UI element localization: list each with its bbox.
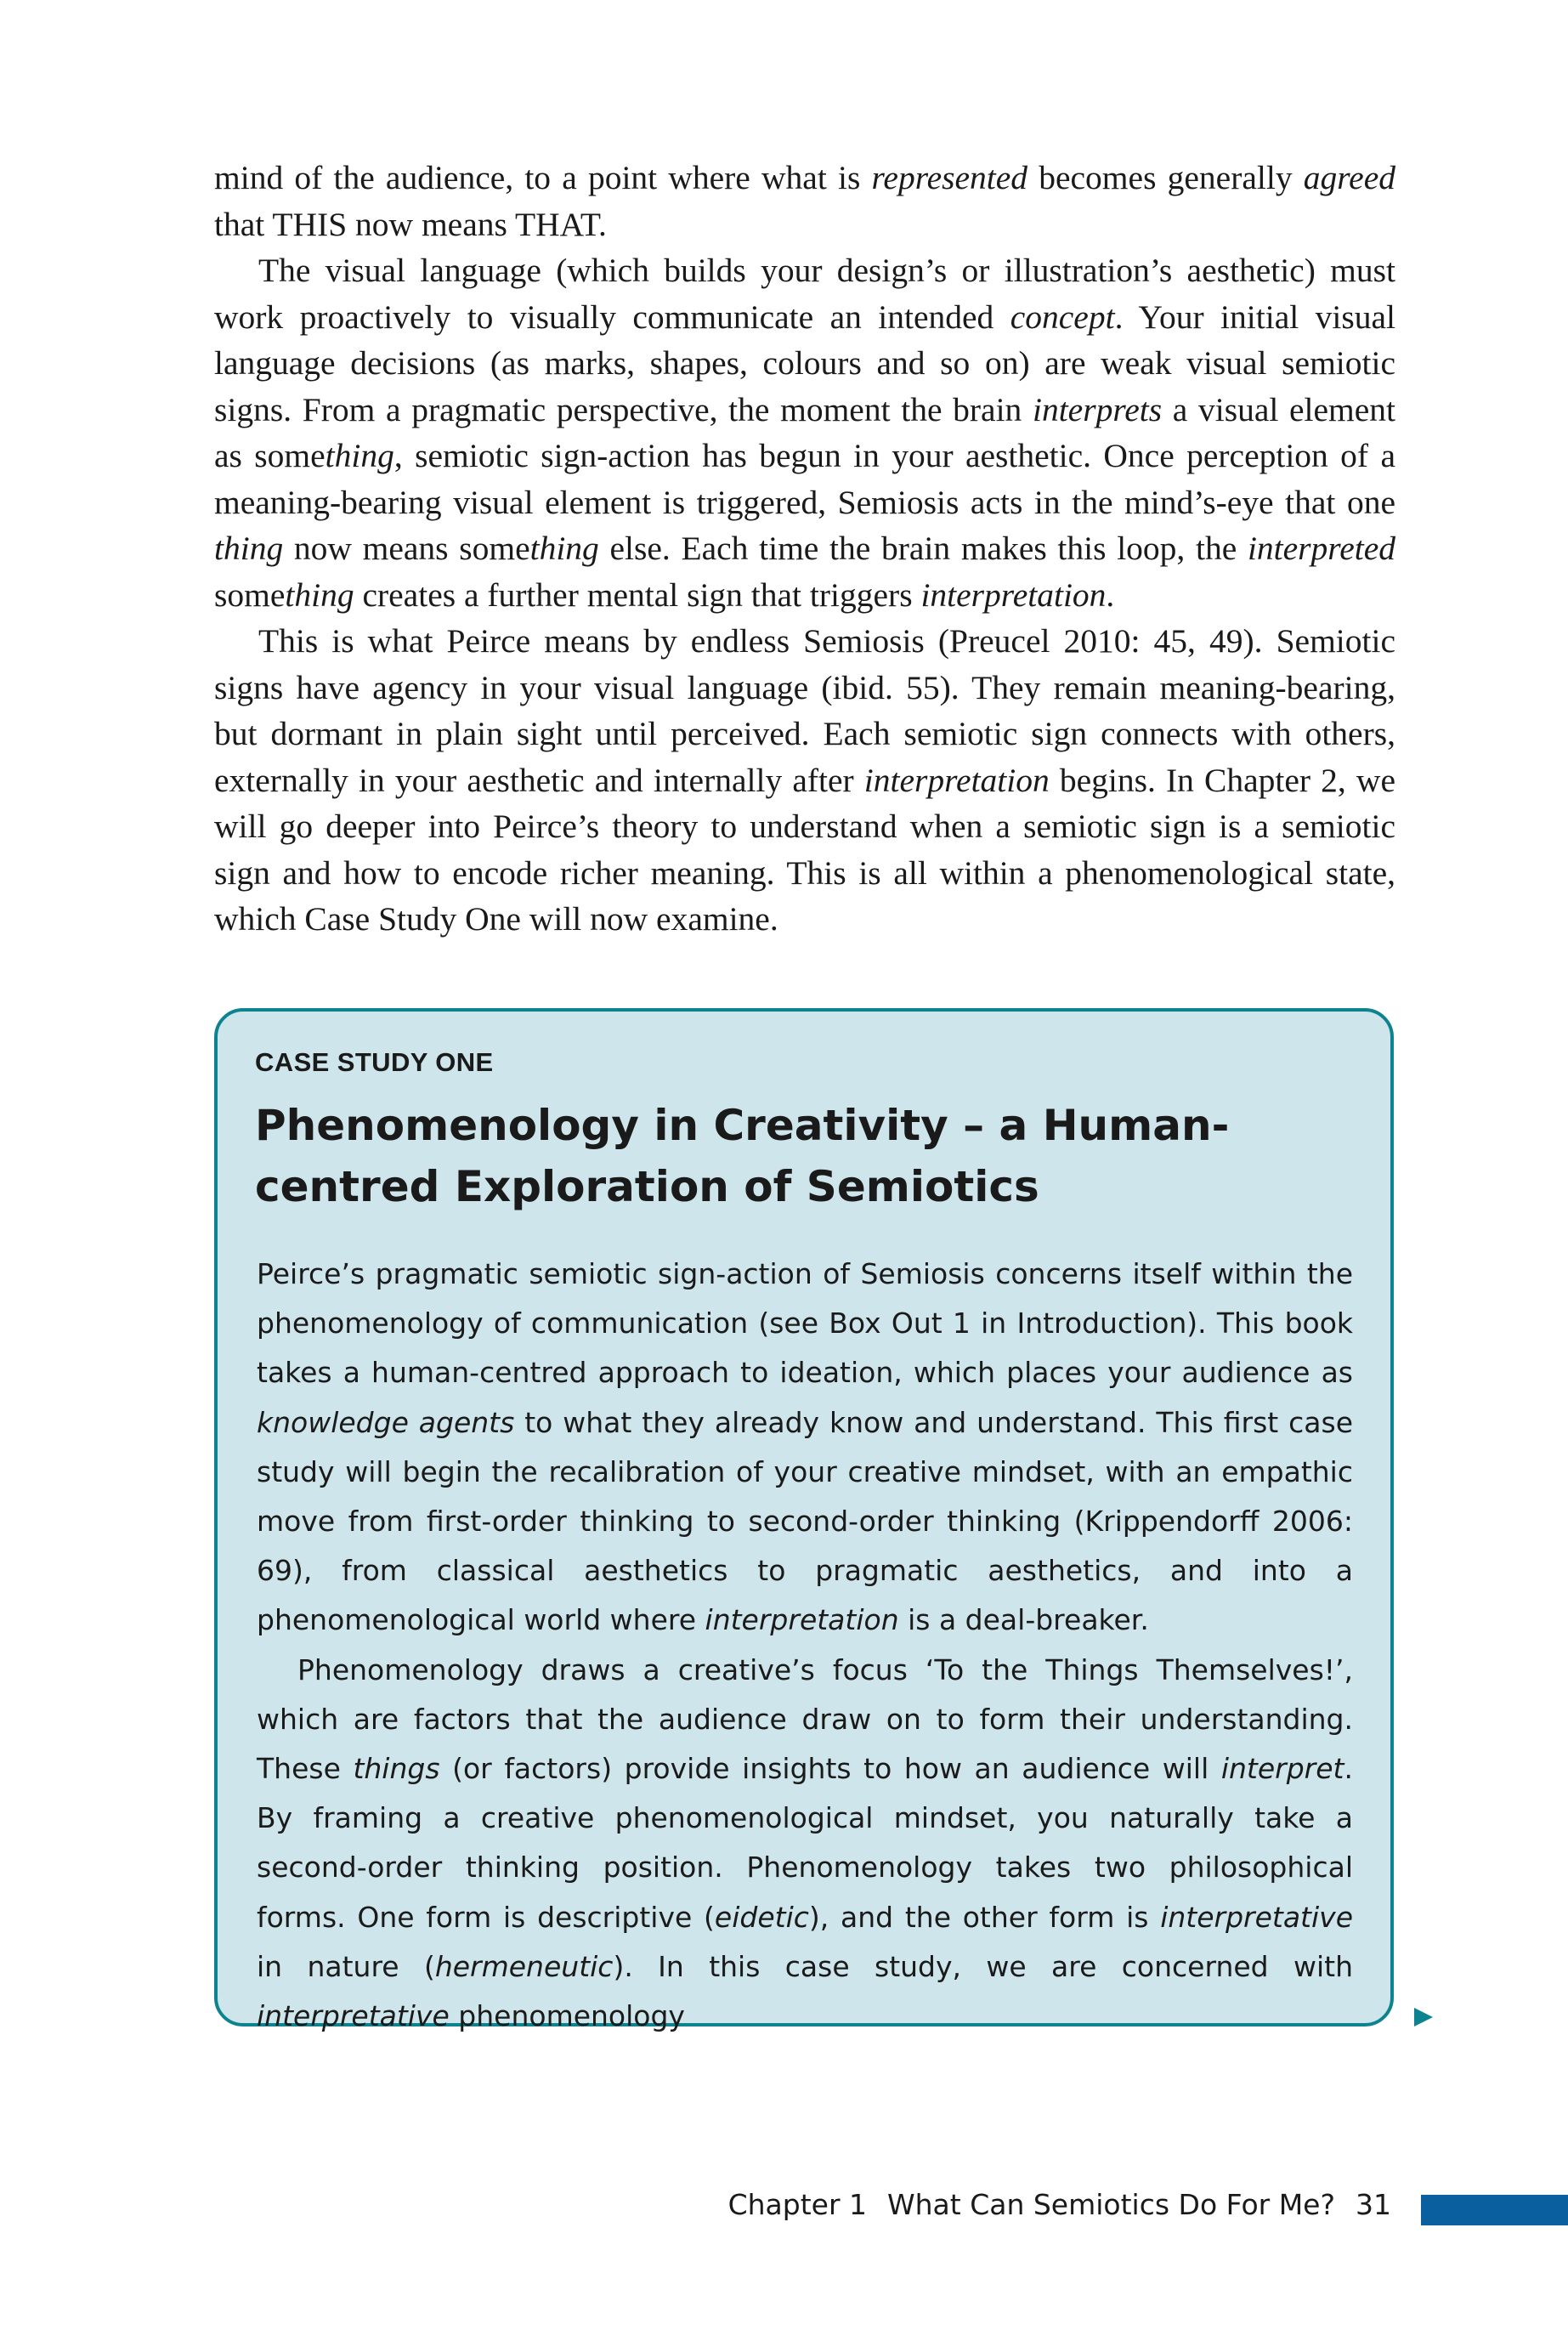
- emphasis: interprets: [1032, 390, 1163, 428]
- case-study-label: CASE STUDY ONE: [255, 1047, 494, 1077]
- case-study-title-line: Phenomenology in Creativity – a Human-: [255, 1101, 1230, 1150]
- emphasis: thing: [529, 530, 599, 567]
- emphasis: interpret: [1220, 1752, 1344, 1786]
- footer-color-bar: [1421, 2195, 1568, 2225]
- emphasis: things: [353, 1752, 440, 1786]
- triangle-right-icon: [1412, 2006, 1435, 2028]
- emphasis: interpretation: [863, 761, 1050, 799]
- emphasis: represented: [871, 159, 1028, 196]
- emphasis: interpretative: [1160, 1900, 1353, 1934]
- case-study-body: [257, 1250, 1353, 2041]
- emphasis: concept: [1010, 298, 1115, 336]
- case-study-paragraph: Peirce’s pragmatic semiotic sign-action of Semiosis concerns itself within the phenomenology of communication (see Box Out 1 in Introduction). This book takes a human-centred approach to ideation, which places your audience as knowledge agents to what they already know and understand. This first case study will begin the recalibration of your creative mindset, with an empathic move from first-order thinking to second-order thinking (Krippendorff 2006: 69), from classical aesthetics to pragmatic aesthetics, and into a phenomenological world where interpretation is a deal-breaker.: [257, 1257, 1353, 1637]
- case-study-title: [255, 1095, 1360, 1217]
- emphasis: interpreted: [1247, 530, 1395, 567]
- footer-chapter-title: What Can Semiotics Do For Me?: [887, 2188, 1335, 2221]
- body-paragraph: mind of the audience, to a point where what is represented becomes generally agreed that THIS now means THAT.: [214, 159, 1395, 243]
- emphasis: agreed: [1303, 159, 1395, 196]
- body-text: [214, 155, 1395, 943]
- emphasis: thing: [214, 530, 284, 567]
- emphasis: knowledge agents: [257, 1405, 515, 1439]
- body-paragraph: This is what Peirce means by endless Semiosis (Preucel 2010: 45, 49). Semiotic signs have agency in your visual language (ibid. 55). They remain meaning-bearing, but dormant in plain sight until perceived. Each semiotic sign connects with others, externally in your aesthetic and internally after interpretation begins. In Chapter 2, we will go deeper into Peirce’s theory to understand when a semiotic sign is a semiotic sign and how to encode richer meaning. This is all within a phenomenological state, which Case Study One will now examine.: [214, 622, 1395, 938]
- case-study-title-line: centred Exploration of Semiotics: [255, 1162, 1039, 1211]
- emphasis: interpretation: [920, 575, 1107, 614]
- emphasis: interpretation: [705, 1603, 899, 1637]
- emphasis: thing: [325, 437, 394, 474]
- emphasis: interpretative: [257, 1999, 450, 2033]
- body-paragraph: The visual language (which builds your design’s or illustration’s aesthetic) must work proactively to visually communicate an intended concept. Your initial visual language decisions (as marks, shapes, colours and so on) are weak visual semiotic signs. From a pragmatic perspective, the moment the brain interprets a visual element as something, semiotic sign-action has begun in your aesthetic. Once perception of a meaning-bearing visual element is triggered, Semiosis acts in the mind’s-eye that one thing now means something else. Each time the brain makes this loop, the interpreted something creates a further mental sign that triggers interpretation.: [214, 252, 1396, 614]
- footer-chapter: Chapter 1: [727, 2188, 867, 2221]
- case-study-paragraph: Phenomenology draws a creative’s focus ‘To the Things Themselves!’, which are factors that the audience draw on to form their understanding. These things (or factors) provide insights to how an audience will interpret. By framing a creative phenomenological mindset, you naturally take a second-order thinking position. Phenomenology takes two philosophical forms. One form is descriptive (eidetic), and the other form is interpretative in nature (hermeneutic). In this case study, we are concerned with interpretative phenomenology: [257, 1652, 1353, 2033]
- emphasis: eidetic: [714, 1900, 809, 1934]
- page-number: 31: [1356, 2188, 1391, 2221]
- emphasis: thing: [285, 575, 354, 614]
- page-footer: [728, 2188, 1391, 2221]
- emphasis: hermeneutic: [434, 1949, 614, 1983]
